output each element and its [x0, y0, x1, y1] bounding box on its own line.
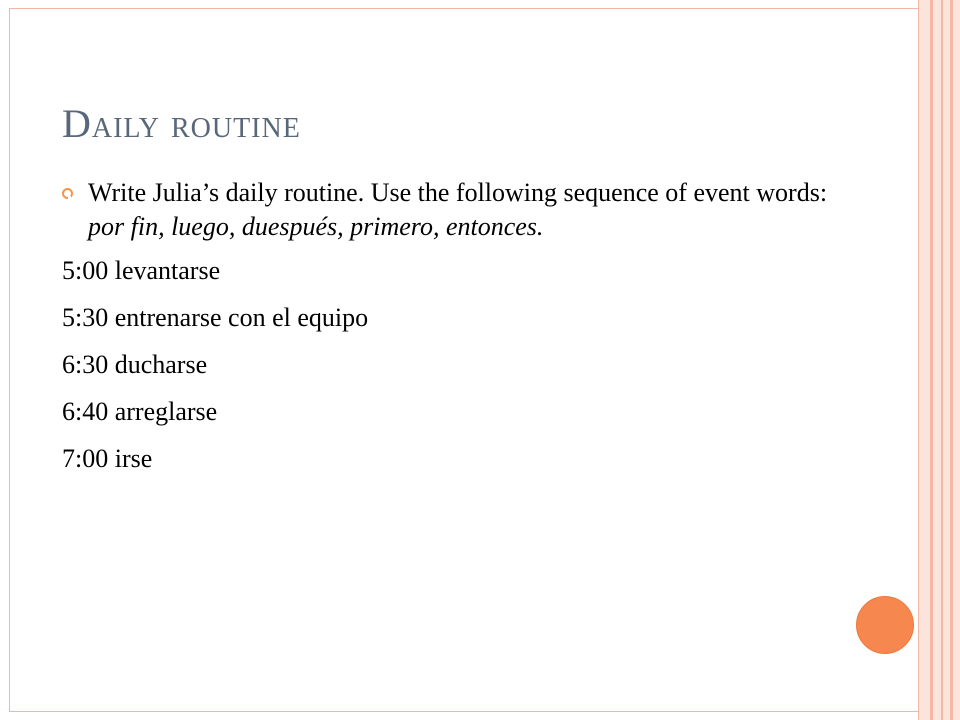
right-stripe-line — [950, 0, 953, 720]
schedule-item: 7:00 irse — [62, 444, 153, 473]
schedule-item: 6:40 arreglarse — [62, 397, 218, 426]
sequence-words: por fin, luego, duespués, primero, entonces — [88, 212, 537, 241]
slide-title: Daily routine — [62, 101, 301, 146]
schedule-item: 5:30 entrenarse con el equipo — [62, 303, 369, 332]
orange-circle-decoration — [856, 596, 914, 654]
right-stripe-band — [918, 0, 960, 720]
routine-schedule — [62, 254, 842, 476]
instruction-text: Write Julia’s daily routine. Use the following sequence of event words: — [88, 178, 828, 207]
hollow-circle-bullet-icon — [62, 188, 73, 199]
right-stripe-line — [930, 0, 933, 720]
instruction-end: . — [536, 212, 544, 241]
schedule-item: 6:30 ducharse — [62, 350, 208, 379]
right-stripe-line — [941, 0, 943, 720]
slide-content — [62, 176, 842, 489]
instruction-bullet — [62, 176, 842, 244]
schedule-item: 5:00 levantarse — [62, 256, 221, 285]
